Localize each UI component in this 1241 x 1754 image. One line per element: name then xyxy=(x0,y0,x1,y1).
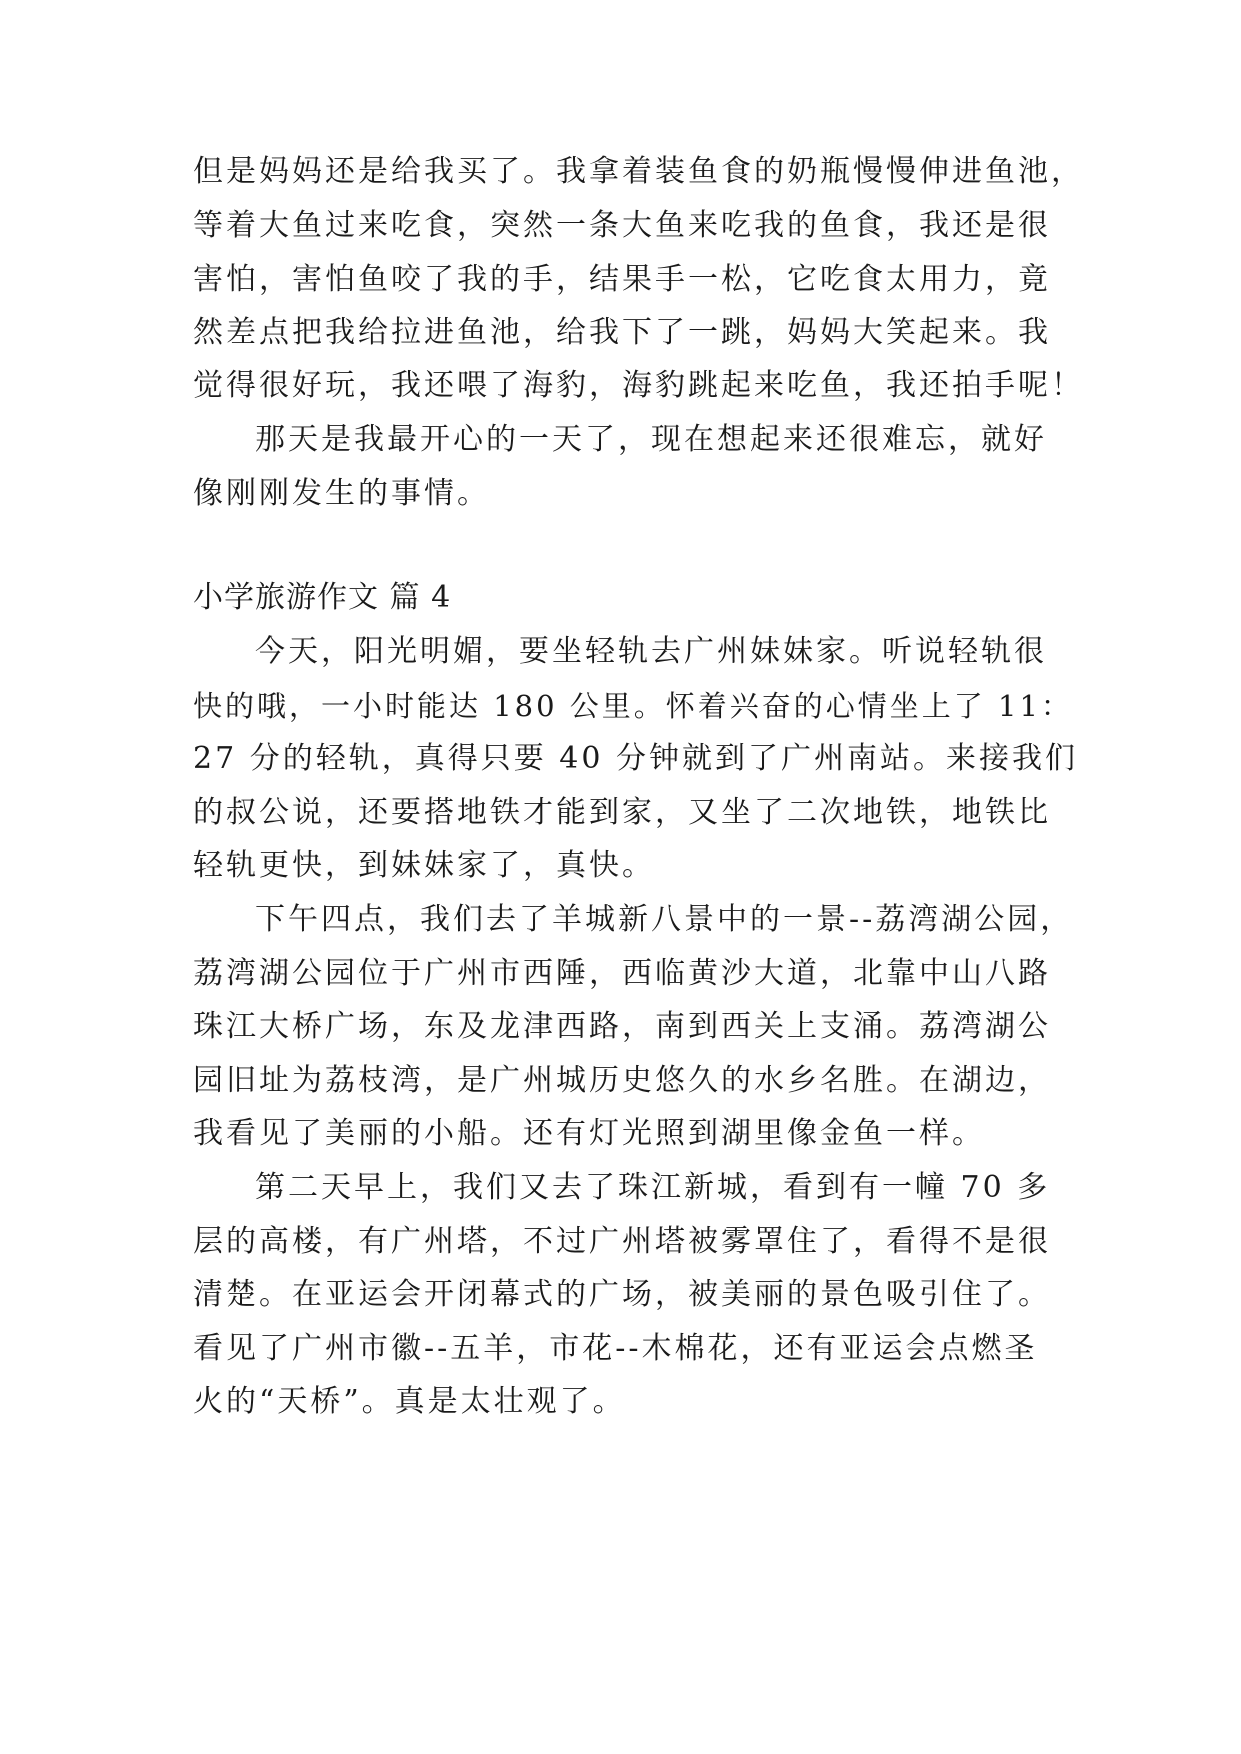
text-line: 荔湾湖公园位于广州市西陲，西临黄沙大道，北靠中山八路 xyxy=(193,956,1051,991)
text-line: 轻轨更快，到妹妹家了，真快。 xyxy=(193,848,655,883)
text-line: 清楚。在亚运会开闭幕式的广场，被美丽的景色吸引住了。 xyxy=(193,1277,1051,1312)
text-line: 珠江大桥广场，东及龙津西路，南到西关上支涌。荔湾湖公 xyxy=(193,1009,1051,1044)
text-line: 27 分的轻轨，真得只要 40 分钟就到了广州南站。来接我们 xyxy=(193,741,1078,776)
text-line: 然差点把我给拉进鱼池，给我下了一跳，妈妈大笑起来。我 xyxy=(193,315,1051,350)
text-line: 快的哦，一小时能达 180 公里。怀着兴奋的心情坐上了 11： xyxy=(193,689,1073,723)
text-line: 第二天早上，我们又去了珠江新城，看到有一幢 70 多 xyxy=(255,1170,1051,1205)
text-line: 那天是我最开心的一天了，现在想起来还很难忘，就好 xyxy=(255,422,1047,457)
text-line: 园旧址为荔枝湾，是广州城历史悠久的水乡名胜。在湖边， xyxy=(193,1063,1051,1098)
text-line: 的叔公说，还要搭地铁才能到家，又坐了二次地铁，地铁比 xyxy=(193,795,1051,830)
text-line: 像刚刚发生的事情。 xyxy=(193,476,490,511)
text-line: 我看见了美丽的小船。还有灯光照到湖里像金鱼一样。 xyxy=(193,1116,985,1151)
text-line: 下午四点，我们去了羊城新八景中的一景--荔湾湖公园， xyxy=(255,902,1074,937)
text-line: 火的“天桥”。真是太壮观了。 xyxy=(193,1384,626,1419)
text-line: 害怕，害怕鱼咬了我的手，结果手一松，它吃食太用力，竟 xyxy=(193,262,1051,297)
text-line: 层的高楼，有广州塔，不过广州塔被雾罩住了，看得不是很 xyxy=(193,1224,1051,1259)
text-line: 今天，阳光明媚，要坐轻轨去广州妹妹家。听说轻轨很 xyxy=(255,634,1047,669)
section-heading: 小学旅游作文 篇 4 xyxy=(193,580,452,615)
text-line: 觉得很好玩，我还喂了海豹，海豹跳起来吃鱼，我还拍手呢！ xyxy=(193,368,1084,403)
text-line: 等着大鱼过来吃食，突然一条大鱼来吃我的鱼食，我还是很 xyxy=(193,208,1051,243)
text-line: 看见了广州市徽--五羊，市花--木棉花，还有亚运会点燃圣 xyxy=(193,1331,1038,1366)
text-line: 但是妈妈还是给我买了。我拿着装鱼食的奶瓶慢慢伸进鱼池， xyxy=(193,154,1084,189)
